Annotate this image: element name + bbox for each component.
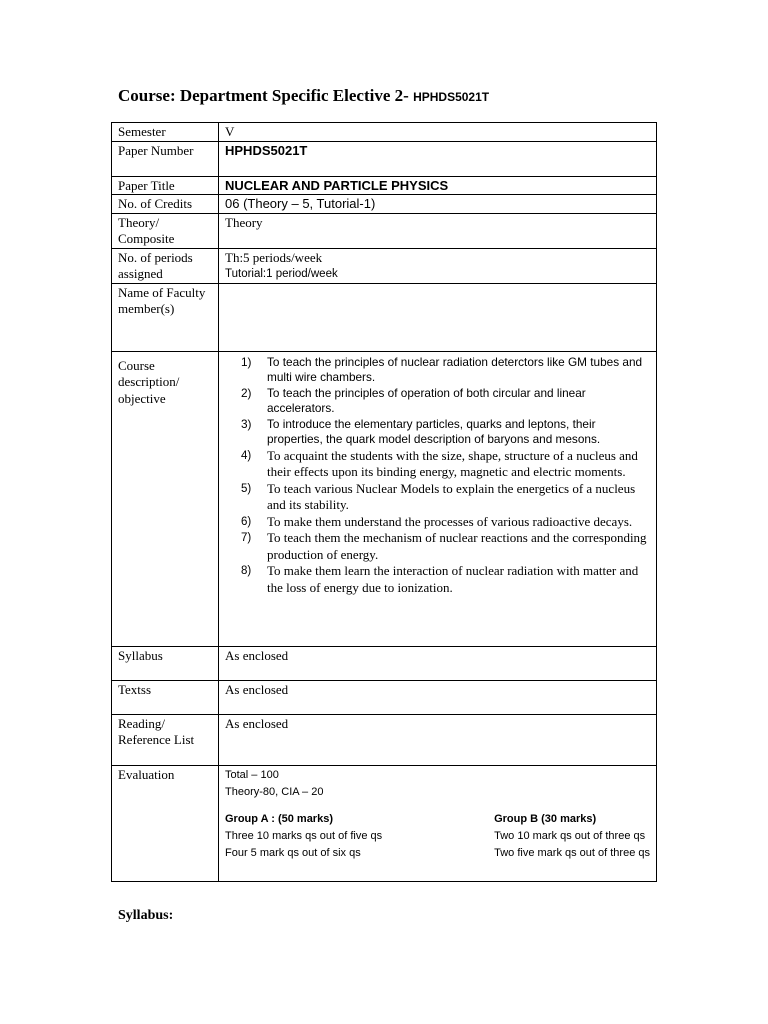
reading-label: Reading/ Reference List [112,714,219,765]
objective-item: 2) To teach the principles of operation of both circular and linear accelerators. [241,385,586,415]
objective-item: 8) To make them learn the interaction of nuclear radiation with matter and the loss of energy due to ionization. [241,563,639,595]
periods-tutorial: Tutorial:1 period/week [225,268,338,280]
faculty-value [219,283,657,351]
course-desc-value [219,351,657,646]
row-periods [112,248,657,283]
evaluation-groups [225,811,650,862]
periods-theory: Th:5 periods/week [225,249,323,265]
course-table [111,122,657,882]
group-b-line2: Two five mark qs out of three qs [494,846,650,859]
objective-item: 7) To teach them the mechanism of nuclear reactions and the corresponding production of energy. [241,530,647,562]
periods-label: No. of periods assigned [112,248,219,283]
paper-title-label: Paper Title [112,176,219,195]
theory-label: Theory/ Composite [112,213,219,248]
evaluation-split: Theory-80, CIA – 20 [225,785,324,798]
syllabus-heading: Syllabus: [118,908,174,923]
periods-value [219,248,657,283]
row-evaluation [112,765,657,881]
group-a-heading: Group A : (50 marks) [225,812,333,825]
evaluation-label: Evaluation [112,765,219,881]
evaluation-value [219,765,657,881]
objective-item: 1) To teach the principles of nuclear radiation deterctors like GM tubes and multi wire chambers. [241,354,643,384]
semester-value: V [219,123,657,142]
credits-value: 06 (Theory – 5, Tutorial-1) [219,195,657,214]
row-paper-number [112,141,657,176]
row-semester [112,123,657,142]
objectives-list [225,355,650,597]
page-title [118,86,489,106]
title-text: Course: Department Specific Elective 2- [118,86,414,105]
course-desc-label: Course description/ objective [112,351,219,646]
group-a-line1: Three 10 marks qs out of five qs [225,829,383,842]
objective-item: 4) To acquaint the students with the size, shape, structure of a nucleus and their effects upon its binding energy, magnetic and electric moments. [241,447,638,479]
paper-number-label: Paper Number [112,141,219,176]
group-a-line2: Four 5 mark qs out of six qs [225,846,361,859]
credits-label: No. of Credits [112,195,219,214]
row-course-description [112,351,657,646]
semester-label: Semester [112,123,219,142]
reading-value: As enclosed [219,714,657,765]
paper-number-value: HPHDS5021T [219,141,657,176]
paper-title-value: NUCLEAR AND PARTICLE PHYSICS [219,176,657,195]
texts-value: As enclosed [219,680,657,714]
objective-item: 3) To introduce the elementary particles, quarks and leptons, their properties, the quark model description of baryons and mesons. [241,416,601,446]
row-texts [112,680,657,714]
group-b-line1: Two 10 mark qs out of three qs [494,829,646,842]
row-credits [112,195,657,214]
evaluation-total: Total – 100 [225,768,279,781]
title-code: HPHDS5021T [413,90,490,104]
syllabus-value: As enclosed [219,646,657,680]
syllabus-label: Syllabus [112,646,219,680]
row-syllabus [112,646,657,680]
objective-item: 6) To make them understand the processes of various radioactive decays. [241,513,633,529]
texts-label: Textss [112,680,219,714]
row-paper-title [112,176,657,195]
group-a [225,811,382,862]
objective-item: 5) To teach various Nuclear Models to explain the energetics of a nucleus and its stability. [241,480,636,512]
row-reading [112,714,657,765]
group-b [494,811,650,862]
row-faculty [112,283,657,351]
group-b-heading: Group B (30 marks) [494,812,597,825]
faculty-label: Name of Faculty member(s) [112,283,219,351]
row-theory [112,213,657,248]
theory-value: Theory [219,213,657,248]
